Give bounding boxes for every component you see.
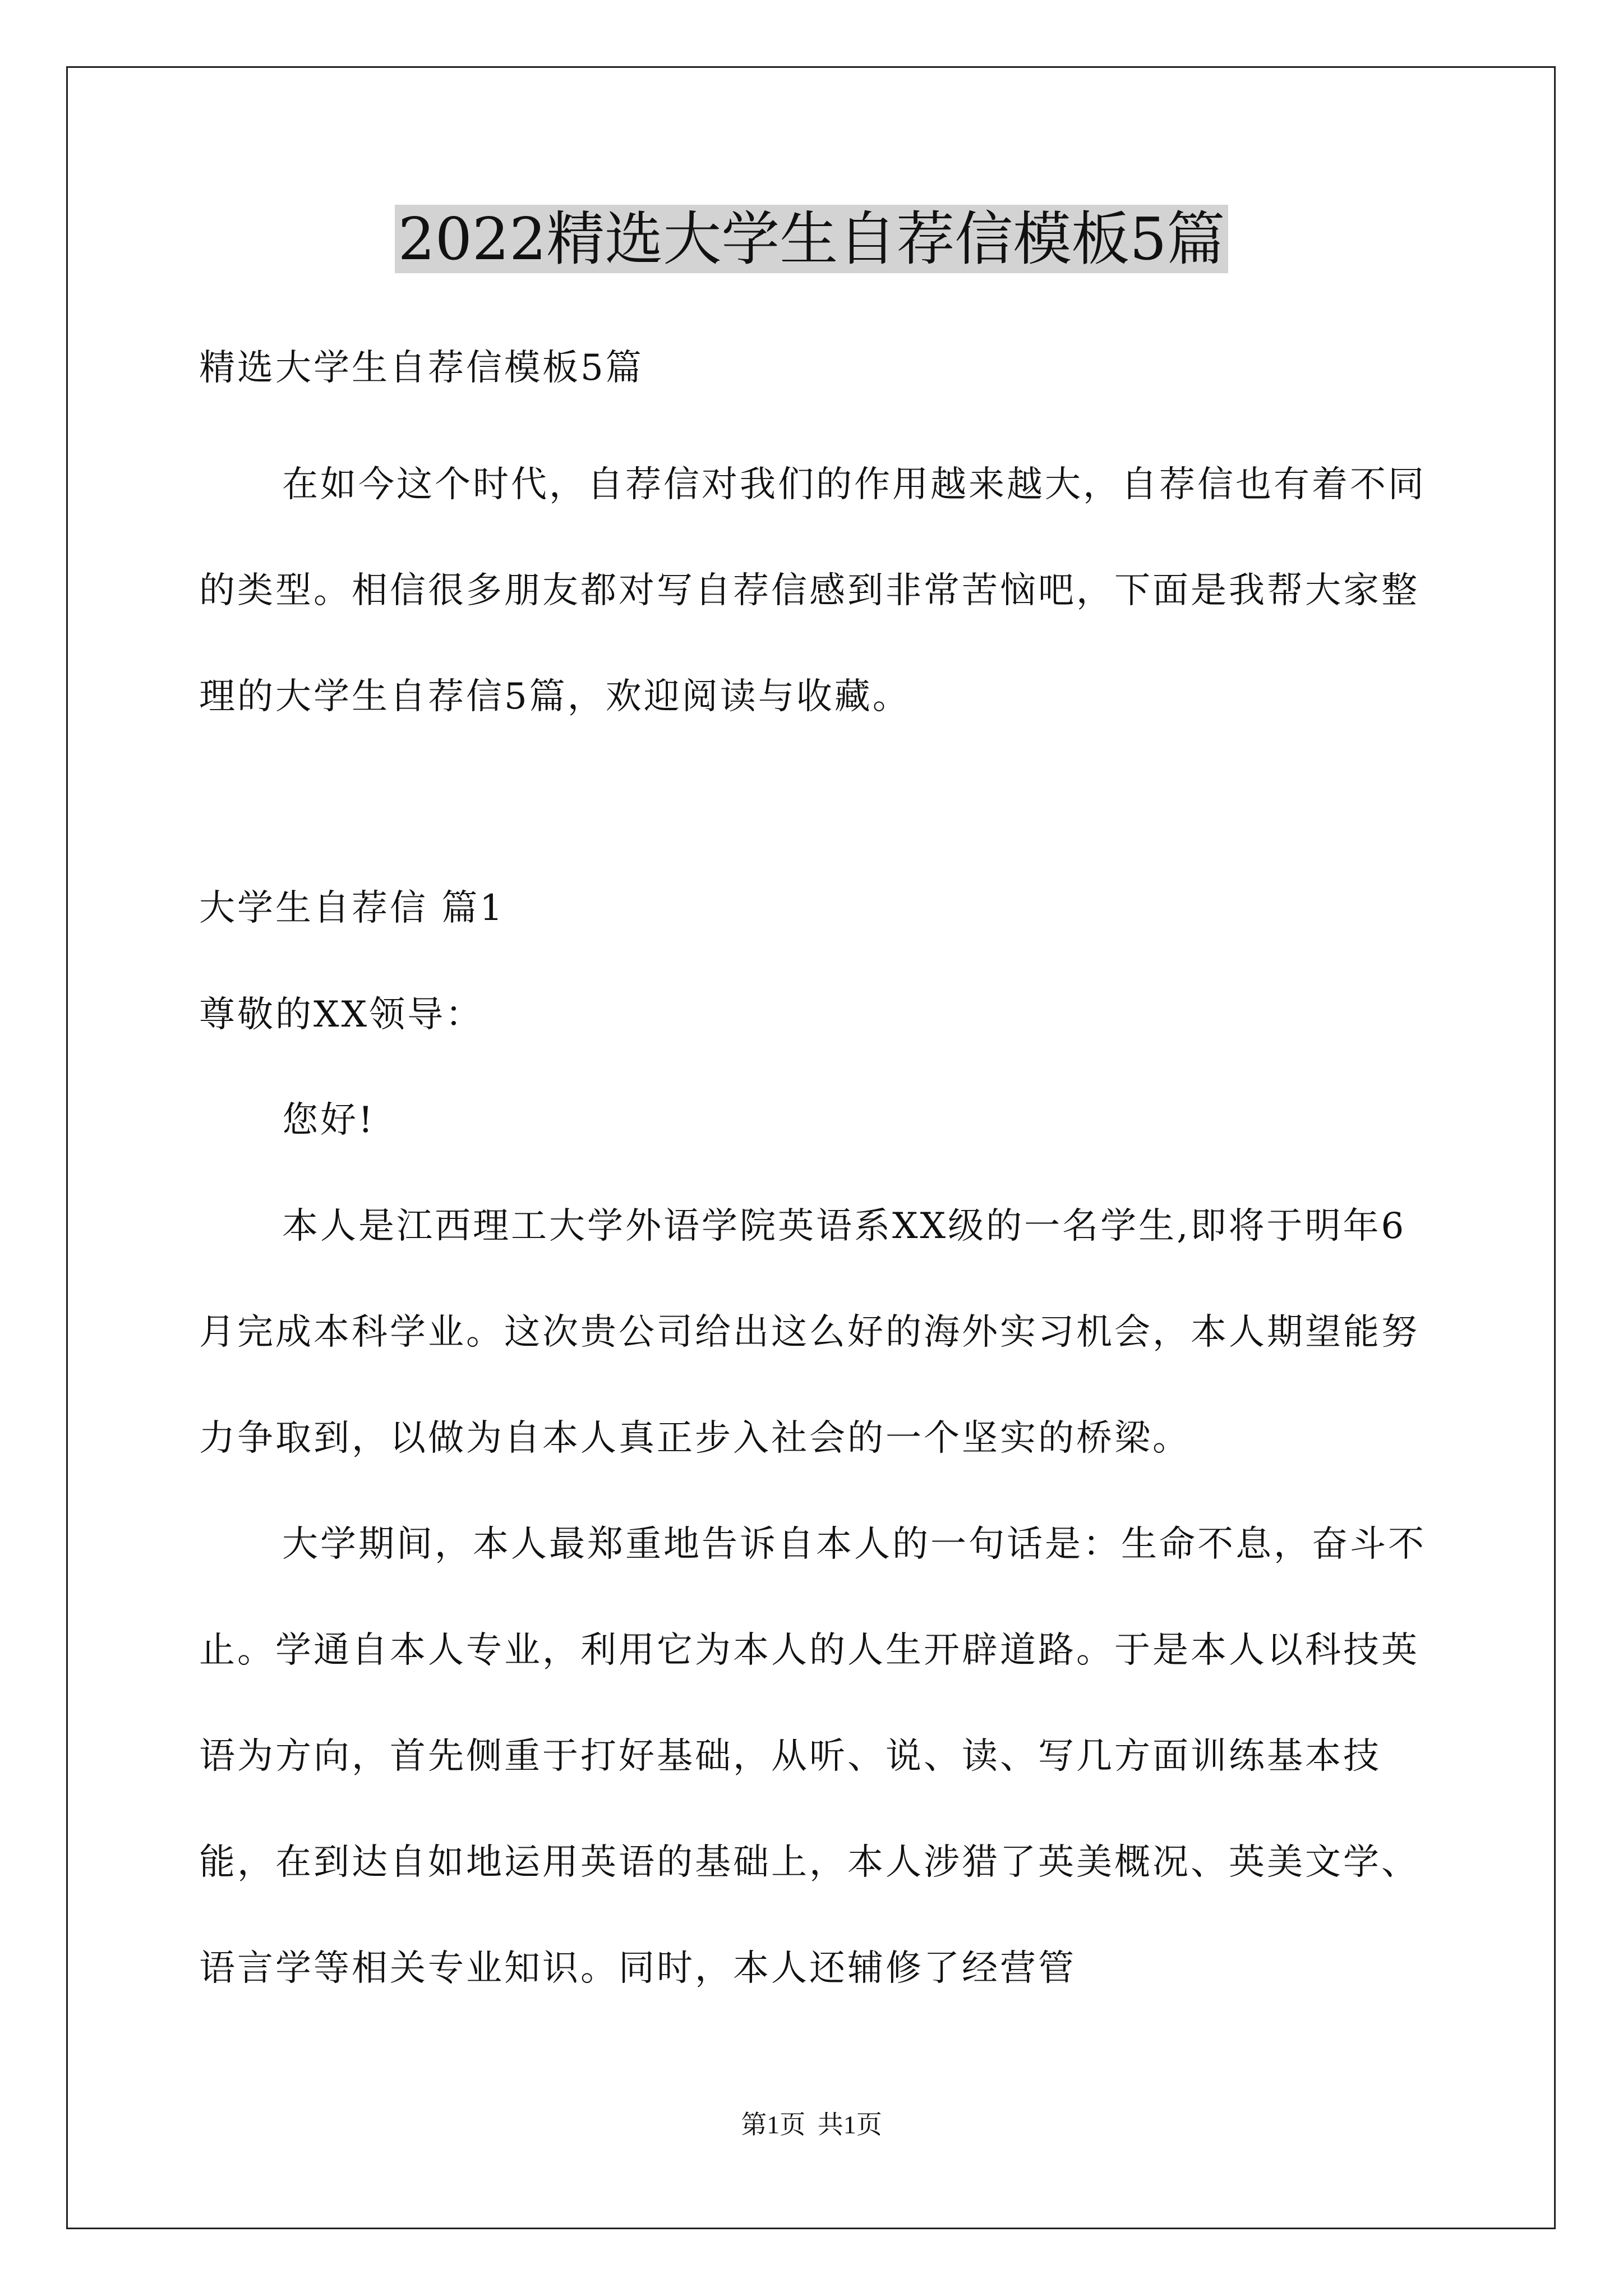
document-subtitle: 精选大学生自荐信模板5篇 [199, 347, 644, 389]
salutation: 尊敬的XX领导： [199, 994, 484, 1036]
page-footer: 第1页 共1页 [741, 2110, 882, 2139]
document-title-text: 2022精选大学生自荐信模板5篇 [395, 205, 1229, 273]
section-heading: 大学生自荐信 篇1 [199, 887, 505, 929]
body-paragraph-1: 本人是江西理工大学外语学院英语系XX级的一名学生,即将于明年6月完成本科学业。这次贵公司给出这么好的海外实习机会，本人期望能努力争取到，以做为自本人真正步入社会的一个坚实的桥梁。 [199, 1205, 1419, 1459]
document-title [0, 197, 1623, 280]
intro-paragraph: 在如今这个时代，自荐信对我们的作用越来越大，自荐信也有着不同的类型。相信很多朋友都对写自荐信感到非常苦恼吧，下面是我帮大家整理的大学生自荐信5篇，欢迎阅读与收藏。 [199, 464, 1426, 717]
greeting: 您好! [282, 1099, 375, 1141]
body-paragraph-2: 大学期间，本人最郑重地告诉自本人的一句话是：生命不息，奋斗不止。学通自本人专业，利用它为本人的人生开辟道路。于是本人以科技英语为方向，首先侧重于打好基础，从听、说、读、写几方面训练基本技能，在到达自如地运用英语的基础上，本人涉猎了英美概况、英美文学、语言学等相关专业知识。同时，本人还辅修了经营管 [199, 1524, 1426, 1989]
